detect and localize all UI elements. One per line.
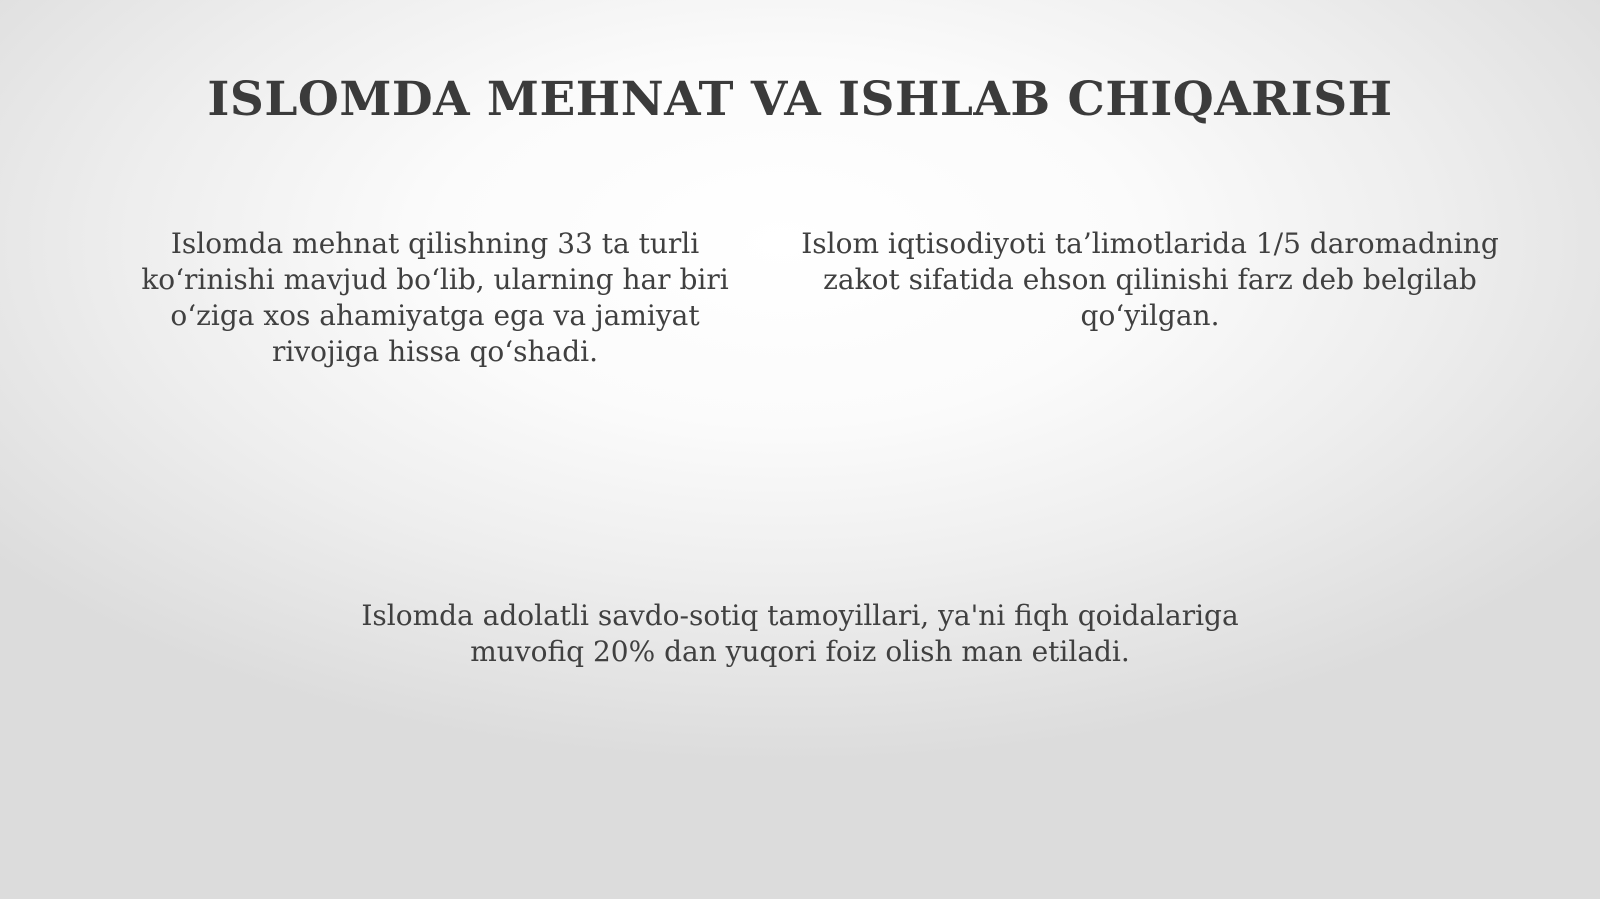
- bottom-text-block: Islomda adolatli savdo-sotiq tamoyillari, ya'ni fiqh qoidalariga muvofiq 20% dan yuqori foiz olish man etiladi.: [361, 599, 1239, 668]
- left-text-block: Islomda mehnat qilishning 33 ta turli ko‘rinishi mavjud bo‘lib, ularning har biri o‘ziga xos ahamiyatga ega va jamiyat rivojiga hissa qo‘shadi.: [141, 227, 729, 368]
- right-text-block: Islom iqtisodiyoti ta’limotlarida 1/5 daromadning zakot sifatida ehson qilinishi farz deb belgilab qo‘yilgan.: [801, 227, 1499, 332]
- slide-title: ISLOMDA MEHNAT VA ISHLAB CHIQARISH: [207, 72, 1393, 127]
